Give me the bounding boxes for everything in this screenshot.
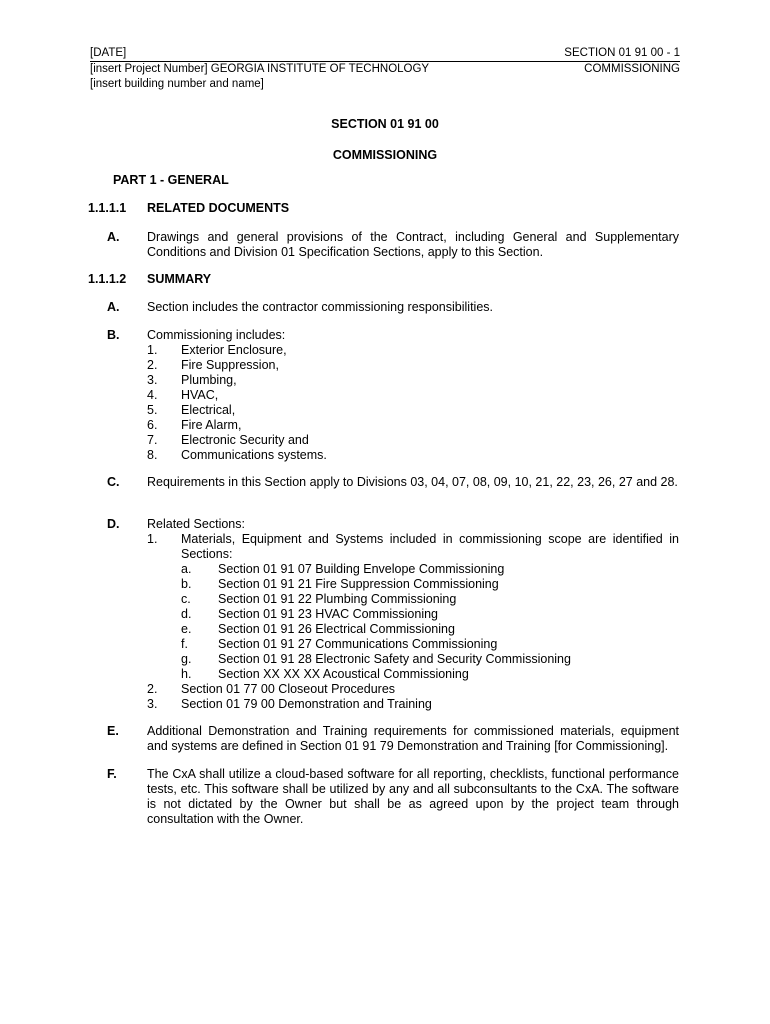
paragraph-letter: E.	[107, 724, 119, 738]
sublist-text: Section 01 91 23 HVAC Commissioning	[218, 607, 439, 621]
paragraph-letter: B.	[107, 328, 120, 342]
list-item	[147, 682, 679, 697]
article-number: 1.1.1.1	[88, 201, 127, 215]
paragraph-body	[147, 517, 679, 712]
sublist-text: Section 01 91 26 Electrical Commissioning	[218, 622, 455, 636]
list-text: Communications systems.	[181, 448, 327, 462]
list-number: 3.	[147, 373, 158, 387]
page-header	[90, 46, 680, 92]
list-text: Section 01 79 00 Demonstration and Training	[181, 697, 432, 711]
list-item-body	[181, 532, 679, 682]
header-building: [insert building number and name]	[90, 78, 264, 90]
list-item	[147, 418, 679, 433]
sublist-letter: h.	[181, 667, 192, 681]
sublist-letter: b.	[181, 577, 192, 591]
sublist-item	[181, 607, 679, 622]
header-project: [insert Project Number] GEORGIA INSTITUTE OF TECHNOLOGY	[90, 63, 430, 75]
paragraph-letter: C.	[107, 475, 120, 489]
list-item	[147, 403, 679, 418]
sublist-letter: c.	[181, 592, 191, 606]
part-heading: PART 1 - GENERAL	[113, 173, 229, 187]
list-text: Materials, Equipment and Systems included in commissioning scope are identified in Sections:	[181, 532, 679, 561]
sublist-letter: e.	[181, 622, 192, 636]
paragraph-summary-a	[107, 300, 679, 315]
paragraph-related-a	[107, 230, 679, 260]
sublist-text: Section XX XX XX Acoustical Commissioning	[218, 667, 469, 681]
list-item	[147, 388, 679, 403]
sublist-letter: d.	[181, 607, 192, 621]
list-number: 3.	[147, 697, 158, 711]
section-number-title: SECTION 01 91 00	[331, 117, 439, 131]
paragraph-letter: A.	[107, 300, 120, 314]
paragraph-summary-c	[107, 475, 679, 490]
list-text: HVAC,	[181, 388, 219, 402]
sublist-text: Section 01 91 22 Plumbing Commissioning	[218, 592, 457, 606]
paragraph-body	[147, 328, 679, 463]
sublist-item	[181, 592, 679, 607]
list-item	[147, 433, 679, 448]
paragraph-summary-d	[107, 517, 679, 712]
list-item	[147, 532, 679, 682]
sublist-text: Section 01 91 21 Fire Suppression Commissioning	[218, 577, 499, 591]
list-text: Electronic Security and	[181, 433, 309, 447]
paragraph-text: Commissioning includes:	[147, 328, 286, 342]
sublist-text: Section 01 91 27 Communications Commissioning	[218, 637, 498, 651]
list-number: 4.	[147, 388, 158, 402]
list-number: 6.	[147, 418, 158, 432]
list-number: 8.	[147, 448, 158, 462]
list-number: 5.	[147, 403, 158, 417]
list-number: 2.	[147, 682, 158, 696]
paragraph-letter: A.	[107, 230, 120, 244]
list-item	[147, 373, 679, 388]
header-section-page: SECTION 01 91 00 - 1	[564, 47, 680, 59]
sublist-item	[181, 667, 679, 682]
sublist-text: Section 01 91 07 Building Envelope Commissioning	[218, 562, 505, 576]
list-number: 2.	[147, 358, 158, 372]
header-row-1	[90, 46, 680, 62]
list-number: 1.	[147, 343, 158, 357]
header-section-name: COMMISSIONING	[584, 63, 680, 75]
list-text: Exterior Enclosure,	[181, 343, 287, 357]
sublist-item	[181, 622, 679, 637]
paragraph-summary-e	[107, 724, 679, 754]
paragraph-text: The CxA shall utilize a cloud-based software for all reporting, checklists, functional performance tests, etc. This software shall be utilized by any and all subconsultants to the CxA. The software is not dictated by the Owner but shall be as agreed upon by the project team through consultation with the Owner.	[147, 767, 679, 826]
section-name-title: COMMISSIONING	[332, 148, 438, 162]
paragraph-summary-b	[107, 328, 679, 463]
sublist-letter: f.	[181, 637, 188, 651]
paragraph-text: Section includes the contractor commissioning responsibilities.	[147, 300, 493, 314]
article-title: SUMMARY	[147, 272, 212, 286]
header-date: [DATE]	[90, 47, 127, 59]
paragraph-text: Related Sections:	[147, 517, 245, 531]
list-number: 7.	[147, 433, 158, 447]
paragraph-letter: F.	[107, 767, 117, 781]
list-text: Section 01 77 00 Closeout Procedures	[181, 682, 396, 696]
sublist-letter: a.	[181, 562, 192, 576]
header-row-3	[90, 77, 680, 92]
paragraph-text: Requirements in this Section apply to Divisions 03, 04, 07, 08, 09, 10, 21, 22, 23, 26, 27 and 28.	[147, 475, 678, 489]
paragraph-summary-f	[107, 767, 679, 827]
paragraph-text: Additional Demonstration and Training requirements for commissioned materials, equipment and systems are defined in Section 01 91 79 Demonstration and Training [for Commissioning].	[147, 724, 679, 753]
list-text: Fire Alarm,	[181, 418, 242, 432]
list-item	[147, 448, 679, 463]
article-title: RELATED DOCUMENTS	[147, 201, 290, 215]
article-summary	[88, 272, 211, 286]
list-item	[147, 697, 679, 712]
paragraph-letter: D.	[107, 517, 120, 531]
list-item	[147, 343, 679, 358]
article-related-documents	[88, 201, 289, 215]
sublist-letter: g.	[181, 652, 192, 666]
sublist-item	[181, 637, 679, 652]
sublist-item	[181, 652, 679, 667]
sublist-item	[181, 562, 679, 577]
article-number: 1.1.1.2	[88, 272, 127, 286]
sublist-item	[181, 577, 679, 592]
list-item	[147, 358, 679, 373]
list-text: Plumbing,	[181, 373, 237, 387]
paragraph-text: Drawings and general provisions of the Contract, including General and Supplementary Conditions and Division 01 Specification Sections, apply to this Section.	[147, 230, 679, 259]
list-number: 1.	[147, 532, 158, 546]
list-text: Electrical,	[181, 403, 236, 417]
list-text: Fire Suppression,	[181, 358, 279, 372]
sublist-text: Section 01 91 28 Electronic Safety and Security Commissioning	[218, 652, 571, 666]
header-row-2	[90, 62, 680, 77]
